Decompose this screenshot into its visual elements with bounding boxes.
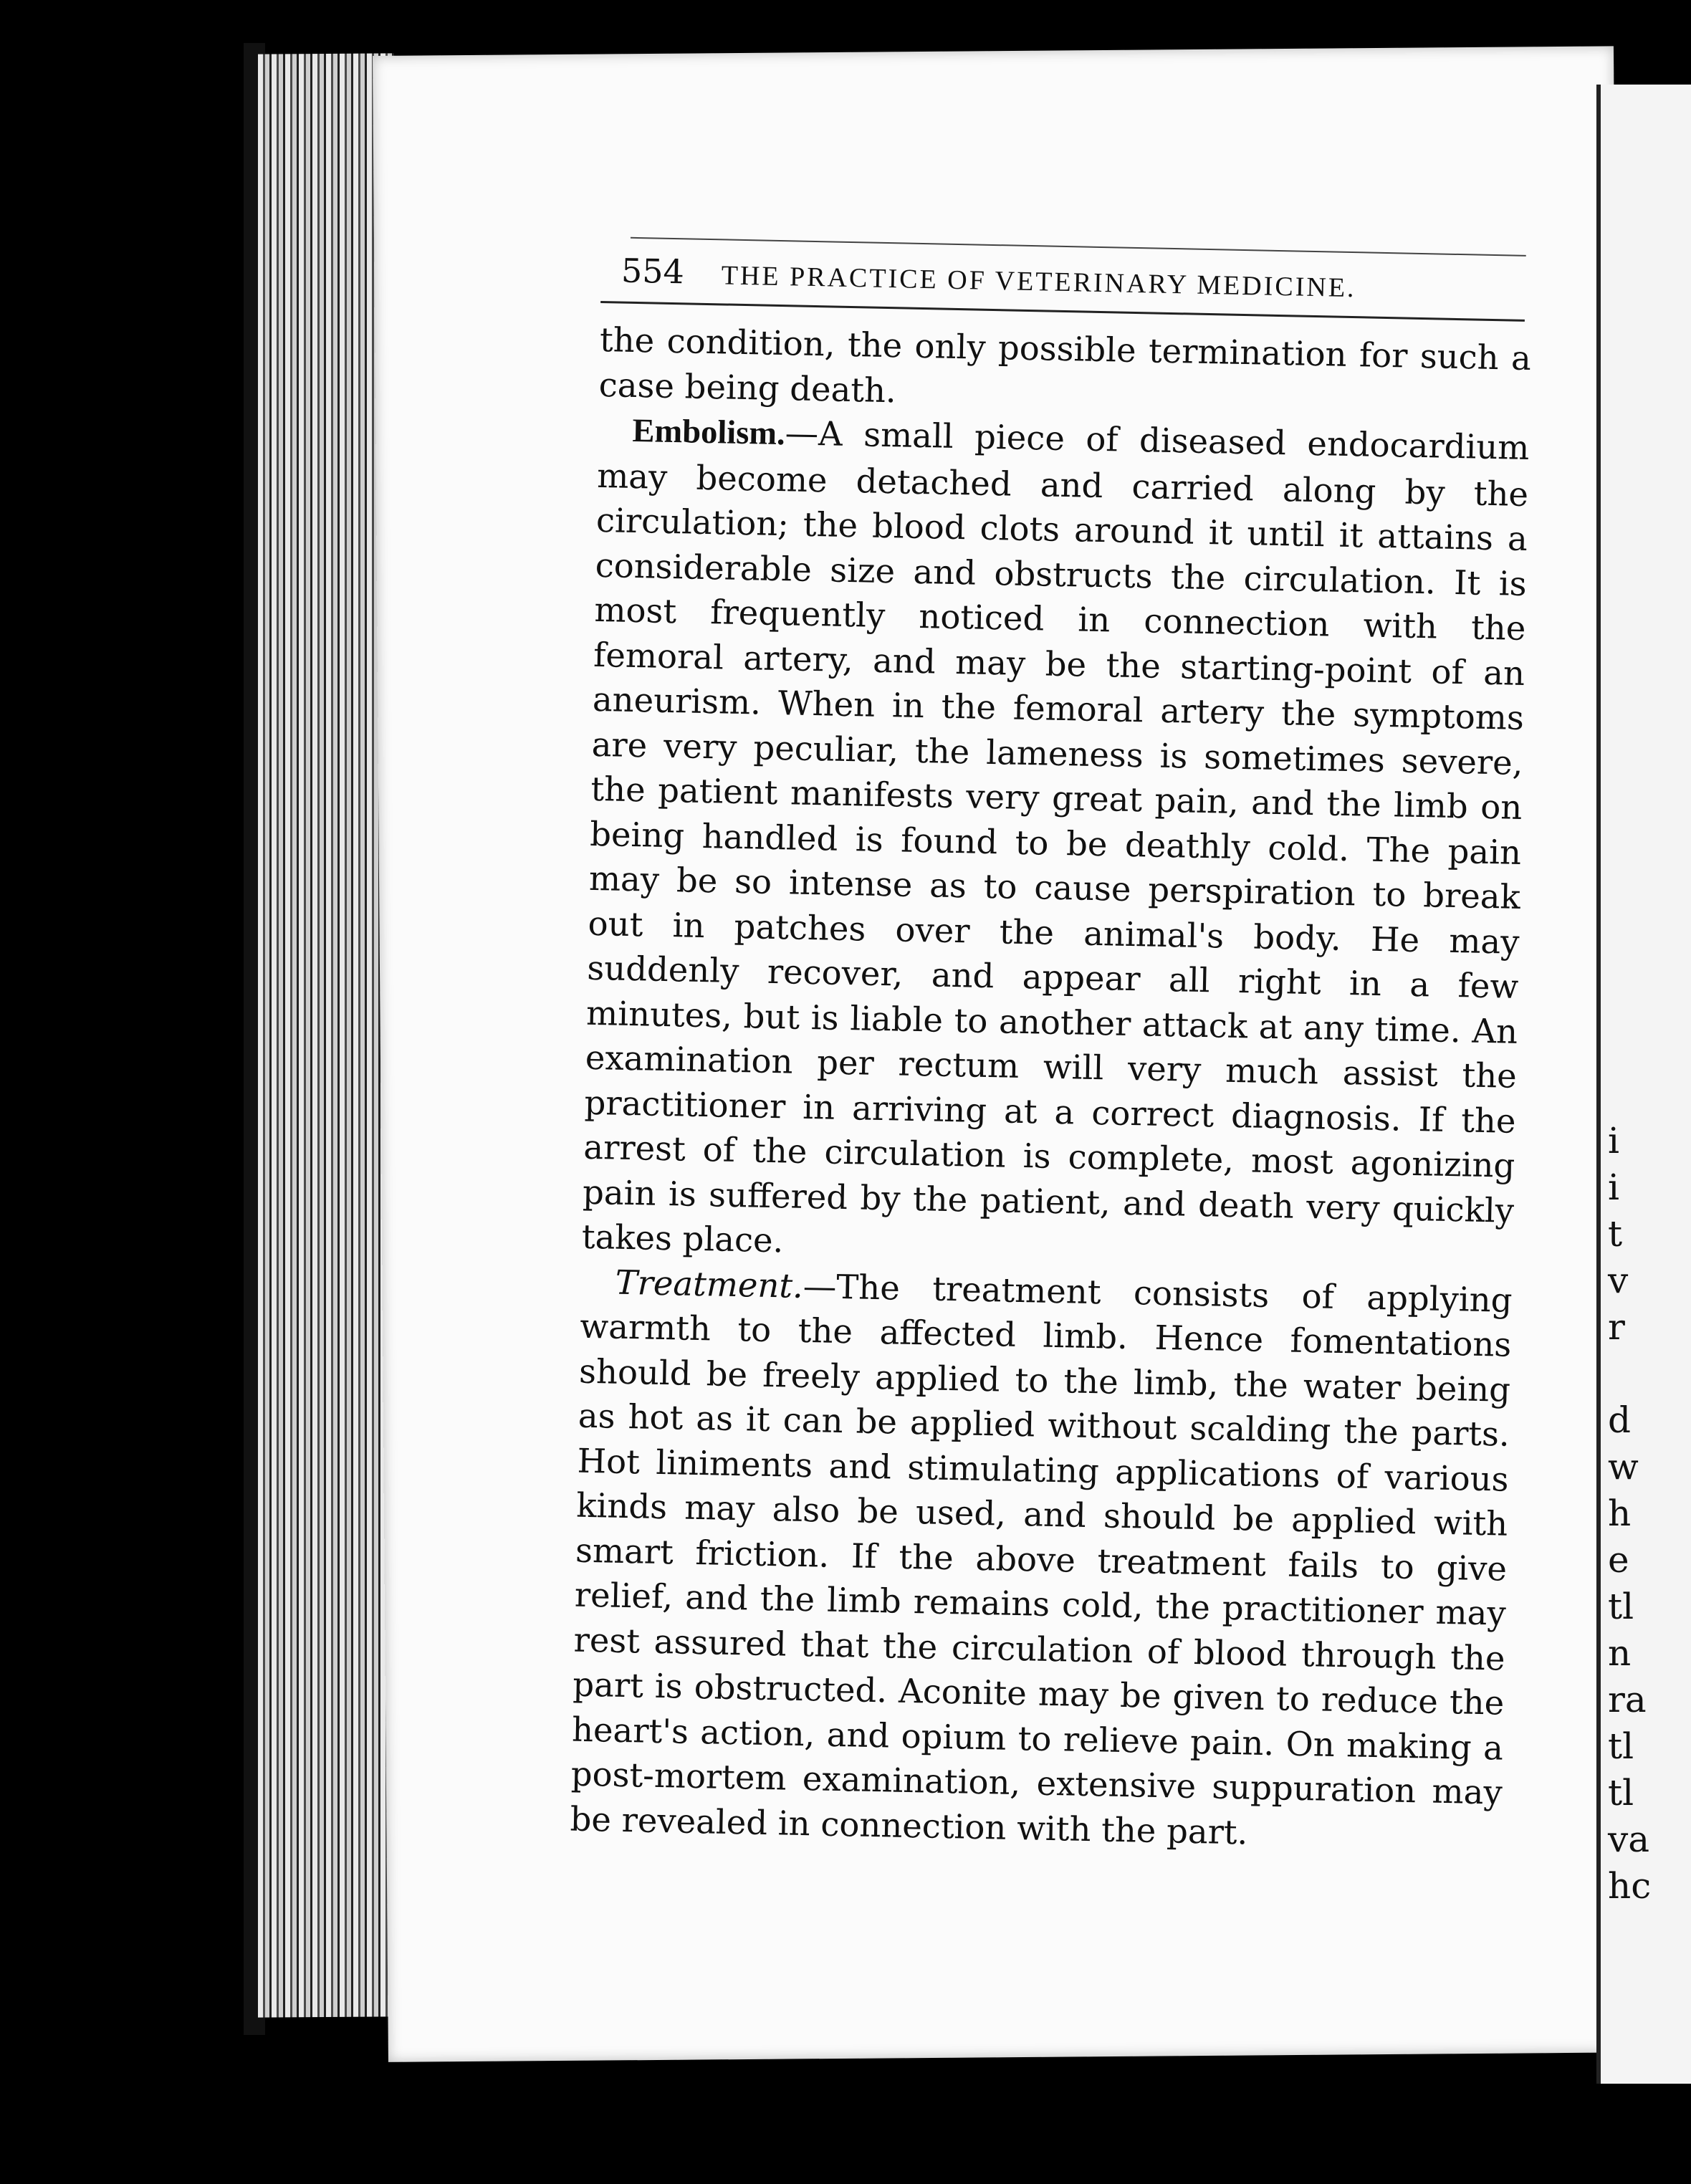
paragraph-text: —The treatment consists of applying warmth to the affected limb. Hence fomentations should be freely applied to the limb, the water being as hot as it can be applied without scalding the parts. Hot liniments and stimulating applications of various kinds may also be used, and should be applied with smart friction. If the above treatment fails to give relief, and the limb remains cold, the practitioner may rest assured that the circulation of blood through the part is obstructed. Aconite may be given to reduce the heart's action, and opium to relieve pain. On making a post-mortem examination, extensive suppuration may be revealed in connection with the part. [570,1266,1513,1852]
running-title: THE PRACTICE OF VETERINARY MEDICINE. [721,260,1356,304]
section-heading-treatment: Treatment. [615,1263,804,1306]
next-page-fragment: va [1608,1819,1650,1860]
section-heading-embolism: Embolism. [632,412,786,453]
next-page-fragment: e [1608,1539,1629,1581]
paragraph-treatment [570,1259,1513,1859]
paragraph-text: the condition, the only possible termination for such a case being death. [598,320,1532,410]
next-page-fragment: tl [1608,1772,1634,1814]
next-page-fragment: w [1608,1446,1639,1488]
page-content [570,236,1533,1860]
next-page-fragment: ra [1608,1679,1647,1720]
next-page-fragment: i [1608,1120,1619,1162]
paragraph-embolism [581,407,1530,1278]
next-page-fragment: h [1608,1493,1632,1534]
paragraph-text: —A small piece of diseased endocardium may become detached and carried along by the circulation; the blood clots around it until it attains a considerable size and obstructs the circulation. It is most frequently noticed in connection with the femoral artery, and may be the starting-point of an aneurism. When in the femoral artery the symptoms are very peculiar, the lameness is sometimes severe, the patient manifests very great pain, and the limb on being handled is found to be deathly cold. The pain may be so intense as to cause perspiration to break out in patches over the animal's body. He may suddenly recover, and appear all right in a few minutes, but is liable to another attack at any time. An examination per rectum will very much assist the practitioner in arriving at a correct diagnosis. If the arrest of the circulation is complete, most agonizing pain is suffered by the patient, and death very quickly takes place. [581,413,1530,1260]
next-page-fragment: v [1608,1260,1629,1301]
next-page-sliver [1596,85,1691,2084]
running-header [621,252,1533,309]
next-page-fragment: tl [1608,1586,1634,1627]
page-number: 554 [621,251,685,292]
stacked-page-edges [258,53,394,2017]
next-page-fragment: d [1608,1399,1632,1441]
next-page-fragment: hc [1608,1865,1652,1907]
next-page-fragment: t [1608,1213,1623,1255]
next-page-fragment: r [1608,1306,1625,1348]
next-page-fragment: i [1608,1167,1619,1208]
next-page-fragment: tl [1608,1725,1634,1767]
next-page-fragment: n [1608,1632,1632,1674]
